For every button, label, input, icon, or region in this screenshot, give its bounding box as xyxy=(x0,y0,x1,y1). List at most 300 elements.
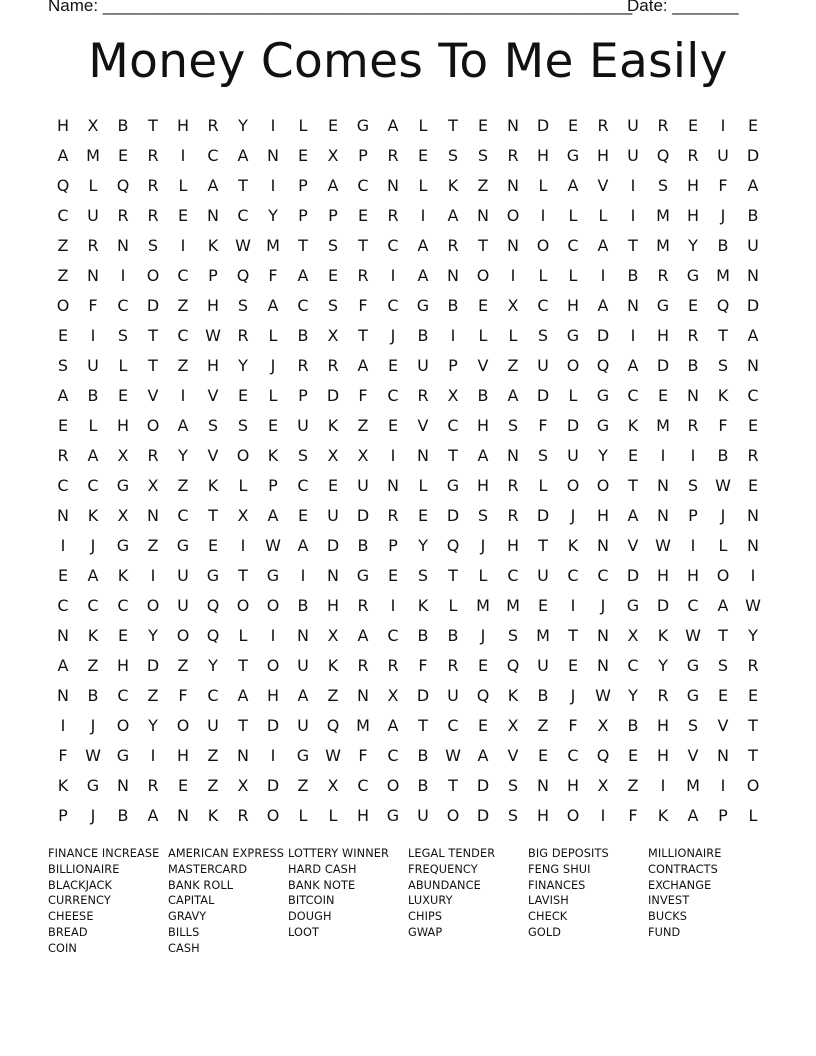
grid-letter[interactable]: U xyxy=(177,595,189,615)
grid-letter[interactable]: Y xyxy=(208,655,218,675)
grid-letter[interactable]: M xyxy=(686,775,700,795)
grid-letter[interactable]: I xyxy=(510,265,516,285)
grid-letter[interactable]: A xyxy=(387,115,399,135)
grid-letter[interactable]: Q xyxy=(506,655,520,675)
grid-letter[interactable]: Z xyxy=(57,235,69,255)
grid-letter[interactable]: L xyxy=(718,535,728,555)
grid-letter[interactable]: Y xyxy=(178,445,188,465)
grid-letter[interactable]: E xyxy=(417,505,429,525)
grid-letter[interactable]: A xyxy=(267,505,279,525)
grid-letter[interactable]: I xyxy=(720,115,726,135)
grid-letter[interactable]: A xyxy=(687,805,699,825)
grid-letter[interactable]: C xyxy=(237,205,249,225)
grid-letter[interactable]: S xyxy=(507,775,519,795)
grid-letter[interactable]: R xyxy=(507,475,519,495)
grid-letter[interactable]: R xyxy=(657,115,669,135)
grid-letter[interactable]: E xyxy=(387,355,399,375)
grid-letter[interactable]: I xyxy=(150,565,156,585)
grid-letter[interactable]: C xyxy=(567,235,579,255)
grid-letter[interactable]: E xyxy=(687,115,699,135)
grid-letter[interactable]: W xyxy=(685,625,701,645)
grid-letter[interactable]: T xyxy=(238,715,248,735)
grid-letter[interactable]: H xyxy=(596,145,610,165)
grid-letter[interactable]: I xyxy=(600,265,606,285)
grid-letter[interactable]: L xyxy=(568,385,578,405)
grid-letter[interactable]: Q xyxy=(716,295,730,315)
grid-letter[interactable]: J xyxy=(720,505,726,525)
grid-letter[interactable]: Y xyxy=(148,715,158,735)
grid-letter[interactable]: R xyxy=(507,505,519,525)
grid-letter[interactable]: K xyxy=(417,595,429,615)
grid-letter[interactable]: A xyxy=(417,265,429,285)
grid-letter[interactable]: R xyxy=(387,505,399,525)
grid-letter[interactable]: N xyxy=(537,775,549,795)
grid-letter[interactable]: D xyxy=(566,415,580,435)
grid-letter[interactable]: Z xyxy=(177,355,189,375)
grid-letter[interactable]: I xyxy=(300,565,306,585)
grid-letter[interactable]: K xyxy=(207,235,219,255)
grid-letter[interactable]: K xyxy=(627,415,639,435)
grid-letter[interactable]: W xyxy=(655,535,671,555)
grid-letter[interactable]: G xyxy=(116,535,130,555)
grid-letter[interactable]: C xyxy=(177,325,189,345)
grid-letter[interactable]: C xyxy=(387,625,399,645)
grid-letter[interactable]: F xyxy=(358,295,368,315)
grid-letter[interactable]: U xyxy=(417,355,429,375)
grid-letter[interactable]: C xyxy=(177,265,189,285)
grid-letter[interactable]: P xyxy=(688,505,698,525)
grid-letter[interactable]: K xyxy=(327,415,339,435)
grid-letter[interactable]: Y xyxy=(268,205,278,225)
grid-letter[interactable]: T xyxy=(238,175,248,195)
grid-letter[interactable]: Y xyxy=(598,445,608,465)
grid-letter[interactable]: Z xyxy=(207,745,219,765)
grid-letter[interactable]: C xyxy=(597,565,609,585)
grid-letter[interactable]: Y xyxy=(238,355,248,375)
grid-letter[interactable]: G xyxy=(566,325,580,345)
grid-letter[interactable]: A xyxy=(717,595,729,615)
grid-letter[interactable]: D xyxy=(326,385,340,405)
grid-letter[interactable]: Q xyxy=(236,265,250,285)
grid-letter[interactable]: I xyxy=(750,565,756,585)
grid-letter[interactable]: I xyxy=(240,535,246,555)
grid-letter[interactable]: A xyxy=(477,445,489,465)
grid-letter[interactable]: B xyxy=(717,445,729,465)
grid-letter[interactable]: B xyxy=(537,685,549,705)
grid-letter[interactable]: D xyxy=(476,805,490,825)
grid-letter[interactable]: X xyxy=(237,775,249,795)
grid-letter[interactable]: O xyxy=(176,625,190,645)
grid-letter[interactable]: X xyxy=(117,445,129,465)
grid-letter[interactable]: H xyxy=(356,805,370,825)
grid-letter[interactable]: D xyxy=(536,115,550,135)
grid-letter[interactable]: S xyxy=(147,235,159,255)
grid-letter[interactable]: V xyxy=(507,745,519,765)
grid-letter[interactable]: M xyxy=(656,415,670,435)
grid-letter[interactable]: E xyxy=(747,475,759,495)
grid-letter[interactable]: O xyxy=(566,355,580,375)
grid-letter[interactable]: E xyxy=(327,115,339,135)
grid-letter[interactable]: W xyxy=(325,745,341,765)
grid-letter[interactable]: S xyxy=(657,175,669,195)
grid-letter[interactable]: K xyxy=(207,805,219,825)
grid-letter[interactable]: N xyxy=(687,385,699,405)
grid-letter[interactable]: Z xyxy=(327,685,339,705)
grid-letter[interactable]: O xyxy=(236,445,250,465)
grid-letter[interactable]: U xyxy=(537,565,549,585)
grid-letter[interactable]: U xyxy=(747,235,759,255)
grid-letter[interactable]: D xyxy=(536,385,550,405)
grid-letter[interactable]: C xyxy=(387,235,399,255)
grid-letter[interactable]: E xyxy=(327,475,339,495)
grid-letter[interactable]: R xyxy=(87,235,99,255)
grid-letter[interactable]: G xyxy=(566,145,580,165)
grid-letter[interactable]: G xyxy=(176,535,190,555)
grid-letter[interactable]: I xyxy=(390,595,396,615)
grid-letter[interactable]: B xyxy=(627,265,639,285)
grid-letter[interactable]: H xyxy=(206,295,220,315)
grid-letter[interactable]: D xyxy=(266,775,280,795)
grid-letter[interactable]: N xyxy=(267,145,279,165)
grid-letter[interactable]: U xyxy=(297,715,309,735)
grid-letter[interactable]: E xyxy=(297,145,309,165)
grid-letter[interactable]: O xyxy=(746,775,760,795)
grid-letter[interactable]: J xyxy=(90,715,96,735)
grid-letter[interactable]: N xyxy=(747,355,759,375)
grid-letter[interactable]: O xyxy=(506,205,520,225)
grid-letter[interactable]: G xyxy=(356,565,370,585)
grid-letter[interactable]: C xyxy=(57,205,69,225)
grid-letter[interactable]: X xyxy=(327,625,339,645)
grid-letter[interactable]: L xyxy=(238,475,248,495)
grid-letter[interactable]: H xyxy=(656,325,670,345)
grid-letter[interactable]: N xyxy=(657,475,669,495)
grid-letter[interactable]: U xyxy=(717,145,729,165)
grid-letter[interactable]: S xyxy=(477,505,489,525)
grid-letter[interactable]: R xyxy=(747,655,759,675)
grid-letter[interactable]: H xyxy=(536,805,550,825)
grid-letter[interactable]: K xyxy=(327,655,339,675)
grid-letter[interactable]: C xyxy=(387,745,399,765)
grid-letter[interactable]: E xyxy=(747,685,759,705)
grid-letter[interactable]: S xyxy=(417,565,429,585)
grid-letter[interactable]: I xyxy=(60,535,66,555)
grid-letter[interactable]: B xyxy=(117,805,129,825)
grid-letter[interactable]: E xyxy=(357,205,369,225)
grid-letter[interactable]: C xyxy=(387,385,399,405)
grid-letter[interactable]: Q xyxy=(446,535,460,555)
grid-letter[interactable]: H xyxy=(686,175,700,195)
grid-letter[interactable]: V xyxy=(597,175,609,195)
grid-letter[interactable]: R xyxy=(357,595,369,615)
grid-letter[interactable]: Z xyxy=(177,475,189,495)
grid-letter[interactable]: L xyxy=(538,265,548,285)
grid-letter[interactable]: A xyxy=(447,205,459,225)
grid-letter[interactable]: N xyxy=(597,655,609,675)
grid-letter[interactable]: D xyxy=(596,325,610,345)
grid-letter[interactable]: R xyxy=(687,325,699,345)
grid-letter[interactable]: D xyxy=(626,565,640,585)
grid-letter[interactable]: L xyxy=(298,805,308,825)
grid-letter[interactable]: T xyxy=(448,565,458,585)
grid-letter[interactable]: A xyxy=(177,415,189,435)
grid-letter[interactable]: V xyxy=(477,355,489,375)
grid-letter[interactable]: A xyxy=(87,565,99,585)
grid-letter[interactable]: J xyxy=(90,535,96,555)
grid-letter[interactable]: J xyxy=(570,685,576,705)
grid-letter[interactable]: T xyxy=(568,625,578,645)
grid-letter[interactable]: J xyxy=(570,505,576,525)
grid-letter[interactable]: C xyxy=(627,385,639,405)
grid-letter[interactable]: Y xyxy=(658,655,668,675)
grid-letter[interactable]: N xyxy=(57,505,69,525)
grid-letter[interactable]: C xyxy=(357,175,369,195)
grid-letter[interactable]: X xyxy=(597,715,609,735)
grid-letter[interactable]: E xyxy=(177,205,189,225)
grid-letter[interactable]: X xyxy=(117,505,129,525)
grid-letter[interactable]: S xyxy=(327,295,339,315)
grid-letter[interactable]: D xyxy=(326,535,340,555)
grid-letter[interactable]: B xyxy=(687,355,699,375)
grid-letter[interactable]: S xyxy=(207,415,219,435)
grid-letter[interactable]: G xyxy=(686,265,700,285)
grid-letter[interactable]: N xyxy=(447,265,459,285)
grid-letter[interactable]: X xyxy=(87,115,99,135)
grid-letter[interactable]: X xyxy=(387,685,399,705)
grid-letter[interactable]: I xyxy=(90,325,96,345)
grid-letter[interactable]: E xyxy=(747,115,759,135)
grid-letter[interactable]: X xyxy=(237,505,249,525)
grid-letter[interactable]: A xyxy=(297,265,309,285)
grid-letter[interactable]: H xyxy=(656,565,670,585)
grid-letter[interactable]: V xyxy=(147,385,159,405)
grid-letter[interactable]: T xyxy=(718,325,728,345)
grid-letter[interactable]: O xyxy=(56,295,70,315)
grid-letter[interactable]: L xyxy=(448,595,458,615)
grid-letter[interactable]: A xyxy=(207,175,219,195)
grid-letter[interactable]: U xyxy=(87,205,99,225)
grid-letter[interactable]: L xyxy=(418,115,428,135)
grid-letter[interactable]: E xyxy=(267,415,279,435)
grid-letter[interactable]: I xyxy=(720,775,726,795)
grid-letter[interactable]: T xyxy=(358,325,368,345)
grid-letter[interactable]: Z xyxy=(477,175,489,195)
grid-letter[interactable]: R xyxy=(57,445,69,465)
grid-letter[interactable]: Z xyxy=(177,655,189,675)
grid-letter[interactable]: N xyxy=(597,625,609,645)
grid-letter[interactable]: A xyxy=(387,715,399,735)
grid-letter[interactable]: W xyxy=(205,325,221,345)
grid-letter[interactable]: T xyxy=(418,715,428,735)
grid-letter[interactable]: A xyxy=(747,325,759,345)
grid-letter[interactable]: L xyxy=(568,265,578,285)
grid-letter[interactable]: S xyxy=(717,355,729,375)
grid-letter[interactable]: P xyxy=(448,355,458,375)
grid-letter[interactable]: H xyxy=(56,115,70,135)
grid-letter[interactable]: U xyxy=(177,565,189,585)
grid-letter[interactable]: F xyxy=(358,385,368,405)
grid-letter[interactable]: W xyxy=(235,235,251,255)
grid-letter[interactable]: G xyxy=(386,805,400,825)
grid-letter[interactable]: C xyxy=(57,475,69,495)
grid-letter[interactable]: D xyxy=(416,685,430,705)
grid-letter[interactable]: A xyxy=(597,235,609,255)
grid-letter[interactable]: I xyxy=(150,745,156,765)
grid-letter[interactable]: S xyxy=(447,145,459,165)
grid-letter[interactable]: P xyxy=(388,535,398,555)
grid-letter[interactable]: G xyxy=(116,745,130,765)
grid-letter[interactable]: B xyxy=(297,595,309,615)
grid-letter[interactable]: W xyxy=(715,475,731,495)
grid-letter[interactable]: D xyxy=(146,295,160,315)
grid-letter[interactable]: Z xyxy=(87,655,99,675)
grid-letter[interactable]: O xyxy=(566,475,580,495)
grid-letter[interactable]: I xyxy=(630,205,636,225)
grid-letter[interactable]: X xyxy=(147,475,159,495)
grid-letter[interactable]: U xyxy=(417,805,429,825)
grid-letter[interactable]: V xyxy=(627,535,639,555)
grid-letter[interactable]: M xyxy=(716,265,730,285)
grid-letter[interactable]: A xyxy=(627,505,639,525)
grid-letter[interactable]: X xyxy=(507,295,519,315)
grid-letter[interactable]: K xyxy=(87,505,99,525)
grid-letter[interactable]: Y xyxy=(148,625,158,645)
grid-letter[interactable]: O xyxy=(266,805,280,825)
grid-letter[interactable]: D xyxy=(356,505,370,525)
grid-letter[interactable]: L xyxy=(268,385,278,405)
grid-letter[interactable]: R xyxy=(387,145,399,165)
grid-letter[interactable]: R xyxy=(597,115,609,135)
grid-letter[interactable]: C xyxy=(507,565,519,585)
grid-letter[interactable]: E xyxy=(567,115,579,135)
grid-letter[interactable]: N xyxy=(657,505,669,525)
grid-letter[interactable]: I xyxy=(120,265,126,285)
grid-letter[interactable]: U xyxy=(627,115,639,135)
grid-letter[interactable]: C xyxy=(297,295,309,315)
grid-letter[interactable]: T xyxy=(238,655,248,675)
grid-letter[interactable]: C xyxy=(87,475,99,495)
grid-letter[interactable]: R xyxy=(657,265,669,285)
grid-letter[interactable]: V xyxy=(207,385,219,405)
grid-letter[interactable]: N xyxy=(87,265,99,285)
grid-letter[interactable]: B xyxy=(87,385,99,405)
grid-letter[interactable]: E xyxy=(477,715,489,735)
grid-letter[interactable]: M xyxy=(476,595,490,615)
grid-letter[interactable]: B xyxy=(417,625,429,645)
grid-letter[interactable]: X xyxy=(627,625,639,645)
grid-letter[interactable]: C xyxy=(687,595,699,615)
grid-letter[interactable]: R xyxy=(147,175,159,195)
grid-letter[interactable]: I xyxy=(420,205,426,225)
grid-letter[interactable]: X xyxy=(357,445,369,465)
grid-letter[interactable]: Z xyxy=(357,415,369,435)
grid-letter[interactable]: G xyxy=(296,745,310,765)
grid-letter[interactable]: O xyxy=(536,235,550,255)
grid-letter[interactable]: S xyxy=(537,325,549,345)
grid-letter[interactable]: D xyxy=(146,655,160,675)
grid-letter[interactable]: N xyxy=(387,475,399,495)
grid-letter[interactable]: I xyxy=(630,325,636,345)
grid-letter[interactable]: T xyxy=(448,445,458,465)
grid-letter[interactable]: A xyxy=(87,445,99,465)
grid-letter[interactable]: C xyxy=(627,655,639,675)
grid-letter[interactable]: A xyxy=(357,355,369,375)
grid-letter[interactable]: M xyxy=(86,145,100,165)
grid-letter[interactable]: H xyxy=(116,415,130,435)
grid-letter[interactable]: S xyxy=(117,325,129,345)
grid-letter[interactable]: N xyxy=(507,445,519,465)
grid-letter[interactable]: R xyxy=(447,235,459,255)
grid-letter[interactable]: C xyxy=(87,595,99,615)
grid-letter[interactable]: I xyxy=(690,535,696,555)
grid-letter[interactable]: H xyxy=(656,715,670,735)
grid-letter[interactable]: G xyxy=(656,295,670,315)
grid-letter[interactable]: C xyxy=(357,775,369,795)
grid-letter[interactable]: C xyxy=(567,565,579,585)
grid-letter[interactable]: I xyxy=(660,775,666,795)
grid-letter[interactable]: R xyxy=(507,145,519,165)
grid-letter[interactable]: C xyxy=(747,385,759,405)
grid-letter[interactable]: F xyxy=(268,265,278,285)
grid-letter[interactable]: N xyxy=(327,565,339,585)
grid-letter[interactable]: I xyxy=(660,445,666,465)
grid-letter[interactable]: H xyxy=(566,295,580,315)
grid-letter[interactable]: T xyxy=(748,715,758,735)
grid-letter[interactable]: X xyxy=(327,775,339,795)
grid-letter[interactable]: M xyxy=(506,595,520,615)
grid-letter[interactable]: R xyxy=(687,145,699,165)
grid-letter[interactable]: G xyxy=(416,295,430,315)
grid-letter[interactable]: T xyxy=(208,505,218,525)
grid-letter[interactable]: X xyxy=(327,145,339,165)
grid-letter[interactable]: I xyxy=(690,445,696,465)
grid-letter[interactable]: B xyxy=(297,325,309,345)
grid-letter[interactable]: B xyxy=(747,205,759,225)
grid-letter[interactable]: I xyxy=(570,595,576,615)
grid-letter[interactable]: B xyxy=(417,775,429,795)
grid-letter[interactable]: G xyxy=(356,115,370,135)
grid-letter[interactable]: U xyxy=(87,355,99,375)
grid-letter[interactable]: Y xyxy=(238,115,248,135)
grid-letter[interactable]: Z xyxy=(507,355,519,375)
grid-letter[interactable]: A xyxy=(477,745,489,765)
grid-letter[interactable]: Z xyxy=(537,715,549,735)
grid-letter[interactable]: A xyxy=(237,145,249,165)
grid-letter[interactable]: D xyxy=(446,505,460,525)
grid-letter[interactable]: E xyxy=(477,115,489,135)
grid-letter[interactable]: D xyxy=(266,715,280,735)
grid-letter[interactable]: A xyxy=(57,385,69,405)
grid-letter[interactable]: K xyxy=(657,625,669,645)
grid-letter[interactable]: I xyxy=(60,715,66,735)
grid-letter[interactable]: R xyxy=(297,355,309,375)
grid-letter[interactable]: R xyxy=(237,805,249,825)
grid-letter[interactable]: C xyxy=(117,595,129,615)
grid-letter[interactable]: J xyxy=(480,535,486,555)
grid-letter[interactable]: J xyxy=(270,355,276,375)
grid-letter[interactable]: E xyxy=(57,565,69,585)
grid-letter[interactable]: G xyxy=(596,385,610,405)
grid-letter[interactable]: F xyxy=(358,745,368,765)
grid-letter[interactable]: N xyxy=(507,115,519,135)
grid-letter[interactable]: S xyxy=(687,475,699,495)
grid-letter[interactable]: O xyxy=(146,265,160,285)
grid-letter[interactable]: K xyxy=(207,475,219,495)
grid-letter[interactable]: Z xyxy=(207,775,219,795)
grid-letter[interactable]: Y xyxy=(748,625,758,645)
grid-letter[interactable]: U xyxy=(627,145,639,165)
grid-letter[interactable]: O xyxy=(266,595,280,615)
